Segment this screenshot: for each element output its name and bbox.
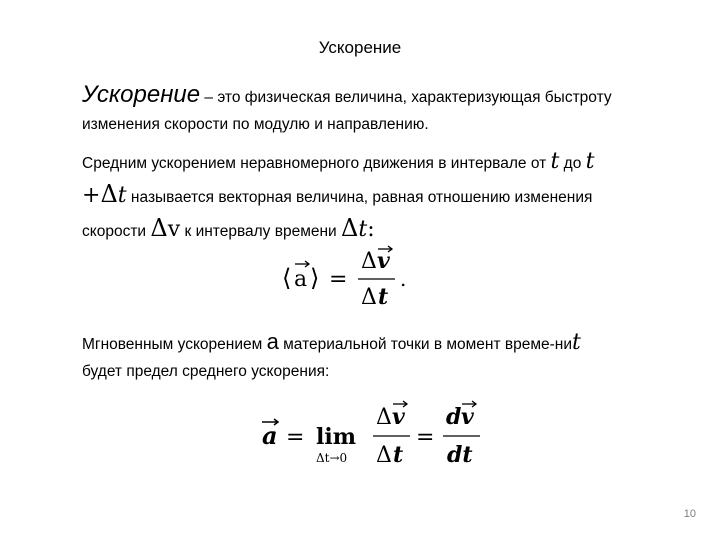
formula2-frac2-num-d: d [446,404,462,430]
formula1-den-t: t [378,284,389,310]
slide-title: Ускорение [318,38,402,57]
symbol-t: t [550,149,560,174]
formula1-equals: = [329,267,348,292]
avg-text-5: к интервалу времени [180,223,342,240]
definition-line2: изменения скорости по модулю и направлению. [82,116,429,133]
symbol-a: а [266,329,279,354]
formula1-period: . [400,267,407,291]
formula1-close-bracket: ⟩ [310,264,320,292]
formula2-a: a [262,421,278,450]
formula1-num-delta: Δ [361,249,377,274]
instantaneous-acceleration-paragraph [82,328,672,385]
inst-text-1: Мгновенным ускорением [82,336,267,353]
formula2-frac2-den: dt [447,442,473,468]
formula2-frac2-num-v: v [461,404,474,430]
avg-text-2: до [559,155,586,172]
formula2-lim: lim [316,424,356,450]
page-number: 10 [683,508,696,520]
formula2-frac1-den-t: t [393,442,404,468]
symbol-delta: Δ [150,214,168,242]
formula2-equals1: = [286,425,305,450]
symbol-delta: Δ [100,180,118,208]
avg-text-1: Средним ускорением неравномерного движения в интервале от [82,155,551,172]
symbol-t: t [358,217,368,242]
formula1-open-bracket: ⟨ [282,264,292,292]
avg-text-4: скорости [82,223,151,240]
definition-paragraph [82,80,672,140]
formula2-lim-sub: Δt→0 [316,451,348,465]
formula2-frac1-den-delta: Δ [376,443,392,468]
symbol-plus: + [82,183,101,208]
average-acceleration-formula [282,240,422,314]
term-acceleration: Ускорение [82,81,201,108]
inst-text-2: материальной точки в момент време-ни [278,336,573,353]
formula1-a: a [294,267,308,292]
formula1-den-delta: Δ [361,285,377,310]
symbol-colon: : [367,217,375,242]
instantaneous-acceleration-formula [260,396,490,476]
symbol-delta: Δ [341,214,359,242]
formula2-frac1-num-v: v [392,404,405,430]
formula2-equals2: = [416,425,435,450]
symbol-t: t [117,183,127,208]
average-acceleration-paragraph [82,146,672,247]
formula2-frac1-num-delta: Δ [376,405,392,430]
symbol-t: t [572,330,581,355]
formula1-num-v: v [377,248,390,274]
definition-line1: – это физическая величина, характеризующая быстроту [200,89,612,106]
symbol-v: v [167,217,181,242]
inst-text-3: будет предел среднего ускорения: [82,363,330,380]
avg-text-3: называется векторная величина, равная отношению изменения [126,189,593,206]
symbol-t: t [585,149,595,174]
